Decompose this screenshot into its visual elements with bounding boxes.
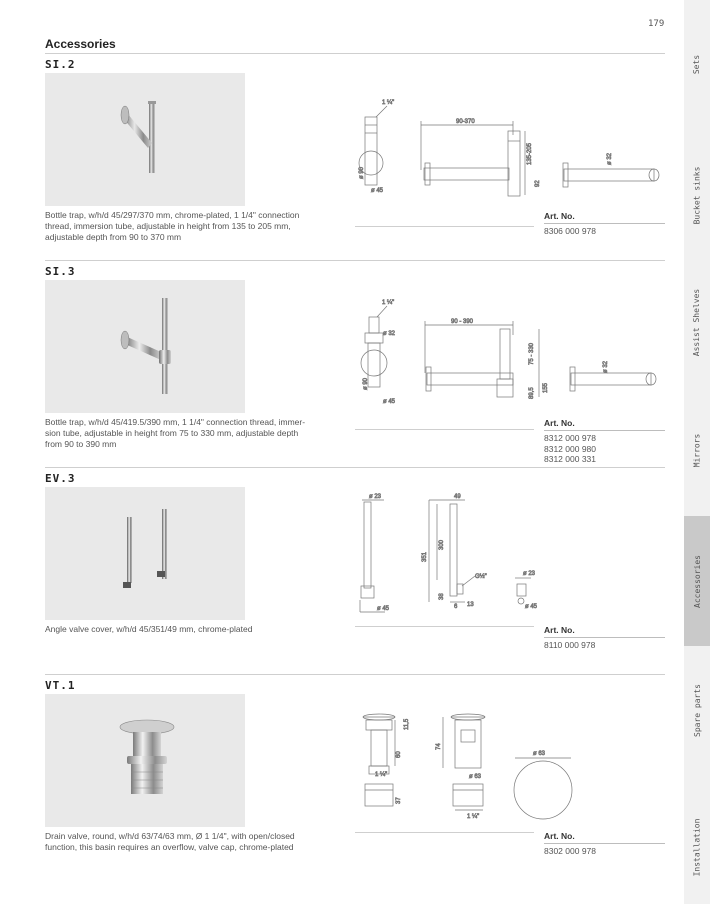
- description-line: adjustable depth from 90 to 370 mm: [45, 232, 182, 242]
- sidebar-item-spare-parts[interactable]: [684, 670, 710, 750]
- dim-label: ø 32: [607, 152, 613, 165]
- wall-flange: [121, 331, 129, 349]
- art-number: 8306 000 978: [544, 226, 596, 236]
- valve-cap: [120, 720, 174, 734]
- dim-label: 300: [439, 539, 445, 550]
- dim-label: 351: [422, 551, 428, 562]
- product-photo: [45, 487, 245, 620]
- valve-cover-tube-left: [127, 517, 132, 583]
- section-divider: [45, 674, 665, 675]
- art-number-divider: [544, 843, 665, 844]
- dim-label: 90-370: [456, 119, 475, 125]
- dim-label: 60: [396, 751, 402, 758]
- sidebar-item-label: Assist Shelves: [692, 288, 702, 357]
- drawing-divider: [355, 832, 534, 833]
- dim-label: ø 23: [523, 571, 536, 577]
- art-number-divider: [544, 637, 665, 638]
- drawing-divider: [355, 226, 534, 227]
- sidebar-item-mirrors[interactable]: [684, 420, 710, 480]
- page-number: 179: [648, 19, 665, 29]
- dim-label: 1 ¼": [467, 814, 480, 820]
- dim-label: 1 ¼": [375, 772, 388, 778]
- drawing-divider: [355, 626, 534, 627]
- angle-valve-left: [123, 582, 131, 588]
- description-line: sion tube, adjustable in height from 75 to 330 mm, adjustable depth: [45, 428, 299, 438]
- art-number-label: Art. No.: [544, 625, 575, 635]
- dim-label: 37: [396, 797, 402, 804]
- dim-label: ø 90: [363, 377, 369, 390]
- art-number: 8312 000 331: [544, 454, 596, 464]
- dim-label: ø 45: [377, 606, 390, 612]
- art-number-list: [544, 640, 595, 651]
- description-line: thread, immersion tube, adjustable in height from 135 to 205 mm,: [45, 221, 291, 231]
- art-number-label: Art. No.: [544, 418, 575, 428]
- art-number-divider: [544, 223, 665, 224]
- art-number-divider: [544, 430, 665, 431]
- product-code: SI.2: [45, 58, 76, 71]
- description-line: from 90 to 390 mm: [45, 439, 117, 449]
- sidebar-item-label: Spare parts: [692, 683, 702, 737]
- trap-bottle: [159, 350, 171, 364]
- sidebar-item-bucket-sinks[interactable]: [684, 150, 710, 240]
- sidebar-item-label: Accessories: [692, 554, 702, 608]
- product-description: [45, 210, 345, 243]
- dim-label: 90 - 390: [451, 319, 474, 325]
- art-number: 8312 000 978: [544, 433, 596, 443]
- dim-label: ø 63: [533, 751, 546, 757]
- product-code: EV.3: [45, 472, 76, 485]
- art-number-list: [544, 846, 596, 857]
- sidebar-item-label: Bucket sinks: [692, 166, 702, 224]
- section-divider: [45, 467, 665, 468]
- valve-thread: [131, 764, 163, 794]
- product-code: VT.1: [45, 679, 76, 692]
- trap-vertical-pipe: [162, 298, 168, 394]
- valve-body: [133, 732, 161, 760]
- art-number-label: Art. No.: [544, 831, 575, 841]
- section-divider: [45, 260, 665, 261]
- trap-horizontal-pipe: [125, 336, 161, 360]
- dim-label: 89,5: [529, 387, 535, 399]
- dim-label: 49: [454, 494, 461, 500]
- art-number: 8302 000 978: [544, 846, 596, 856]
- dim-label: 1 ¼": [382, 100, 395, 106]
- wall-flange: [121, 106, 129, 124]
- dim-label: 74: [436, 743, 442, 750]
- dim-label: 11,5: [404, 718, 410, 730]
- art-number-list: [544, 226, 596, 237]
- dim-label: 38: [439, 593, 445, 600]
- sidebar-item-label: Sets: [692, 54, 702, 74]
- description-line: Angle valve cover, w/h/d 45/351/49 mm, chrome-plated: [45, 624, 253, 634]
- section-sidebar: [684, 0, 710, 904]
- product-photo: [45, 73, 245, 206]
- dim-label: 92: [535, 180, 541, 187]
- sidebar-item-sets[interactable]: [684, 28, 710, 100]
- dim-label: ø 32: [383, 331, 396, 337]
- heading-divider: [45, 53, 665, 54]
- description-line: function, this basin requires an overflow, valve cap, chrome-plated: [45, 842, 294, 852]
- product-description: [45, 831, 345, 853]
- sidebar-item-assist-shelves[interactable]: [684, 275, 710, 370]
- dim-label: 135-205: [527, 142, 533, 165]
- dim-label: 13: [467, 602, 474, 608]
- dim-label: 1 ¼": [382, 300, 395, 306]
- technical-drawing: [355, 700, 665, 830]
- angle-valve-right: [157, 571, 165, 577]
- dim-label: ø 32: [603, 360, 609, 373]
- sidebar-item-label: Mirrors: [692, 433, 702, 467]
- dim-label: ø 23: [369, 494, 382, 500]
- dim-label: ø 45: [371, 188, 384, 194]
- art-number: 8110 000 978: [544, 640, 596, 650]
- dim-label: ø 90: [359, 166, 365, 179]
- product-photo: [45, 280, 245, 413]
- product-description: [45, 624, 345, 635]
- valve-flange: [127, 756, 167, 764]
- product-photo: [45, 694, 245, 827]
- dim-label: G½": [475, 574, 487, 580]
- dim-label: ø 63: [469, 774, 482, 780]
- dim-label: ø 45: [383, 399, 396, 405]
- dim-label: ø 45: [525, 604, 538, 610]
- trap-vertical-pipe: [149, 101, 155, 173]
- description-line: Drain valve, round, w/h/d 63/74/63 mm, Ø 1 1/4", with open/closed: [45, 831, 295, 841]
- art-number: 8312 000 980: [544, 443, 596, 454]
- sidebar-item-label: Installation: [692, 818, 702, 877]
- dim-label: 75 - 330: [529, 342, 535, 365]
- technical-drawing: [355, 95, 665, 225]
- drawing-divider: [355, 429, 534, 430]
- art-number-label: Art. No.: [544, 211, 575, 221]
- product-description: [45, 417, 345, 450]
- dim-label: 155: [543, 382, 549, 393]
- description-line: Bottle trap, w/h/d 45/419.5/390 mm, 1 1/4" connection thread, immer-: [45, 417, 306, 427]
- page-title: Accessories: [45, 37, 116, 51]
- sidebar-item-installation[interactable]: [684, 800, 710, 895]
- product-code: SI.3: [45, 265, 76, 278]
- sidebar-item-accessories[interactable]: [684, 516, 710, 646]
- valve-cover-tube-right: [162, 509, 167, 579]
- dim-label: 6: [454, 604, 458, 610]
- technical-drawing: [355, 490, 665, 620]
- technical-drawing: [355, 295, 665, 425]
- art-number-list: [544, 433, 596, 465]
- description-line: Bottle trap, w/h/d 45/297/370 mm, chrome-plated, 1 1/4" connection: [45, 210, 300, 220]
- pipe-cap: [148, 101, 156, 104]
